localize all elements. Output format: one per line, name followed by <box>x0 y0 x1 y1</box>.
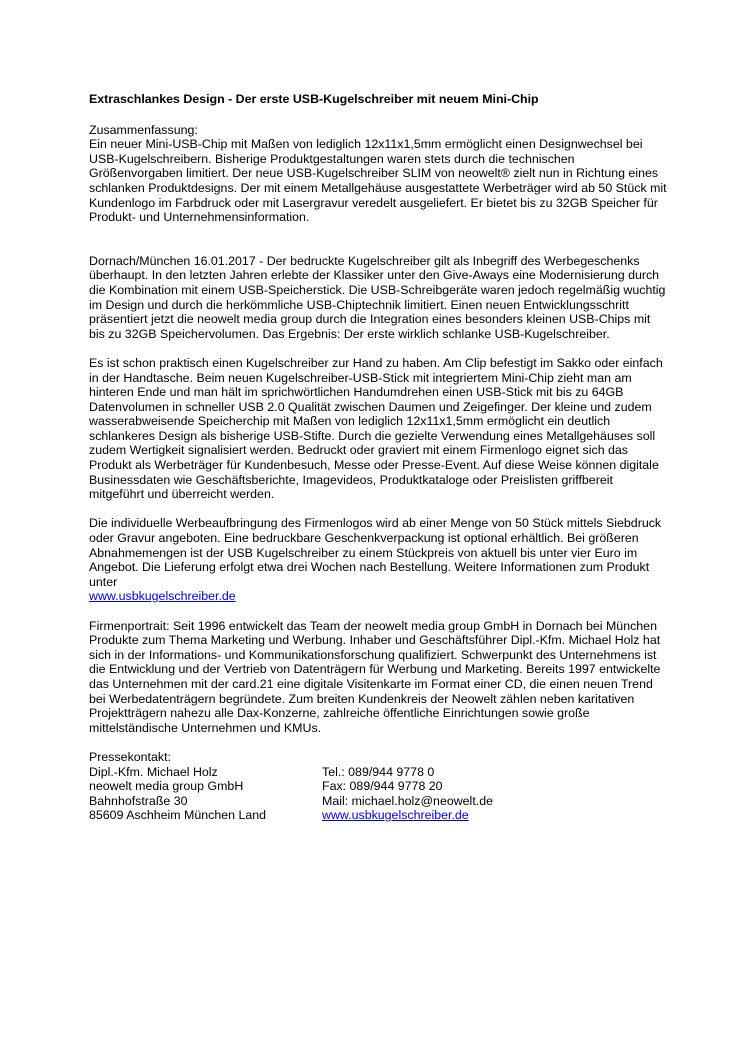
press-contact-grid <box>89 765 669 823</box>
product-website-link[interactable]: www.usbkugelschreiber.de <box>89 589 236 604</box>
contact-company: neowelt media group GmbH <box>89 779 244 794</box>
paragraph-product: Es ist schon praktisch einen Kugelschreiber zur Hand zu haben. Am Clip befestigt im Sakko oder einfach in der Handtasche. Beim neuen Kugelschreiber-USB-Stick mit integriertem Mini-Chip zieht man am hinteren Ende und man hält im sprichwörtlichen Handumdrehen einen USB-Stick mit bis zu 64GB Datenvolumen in schneller USB 2.0 Qualität zwischen Daumen und Zeigefinger. Der kleine und zudem wasserabweisende Speicherchip mit Maßen von lediglich 12x11x1,5mm ermöglicht ein deutlich schlankeres Design als bisherige USB-Stifte. Durch die gezielte Verwendung eines Metallgehäuses soll zudem Wertigkeit signalisiert werden. Bedruckt oder graviert mit einem Firmenlogo eignet sich das Produkt als Werbeträger für Kundenbesuch, Messe oder Presse-Event. Auf diese Weise können digitale Businessdaten wie Geschäftsberichte, Imagevideos, Produktkataloge oder Preislisten griffbereit mitgeführt und überreicht werden. <box>89 355 663 502</box>
paragraph-pricing <box>89 516 669 604</box>
paragraph-company-portrait: Firmenportrait: Seit 1996 entwickelt das Team der neowelt media group GmbH in Dornach bei München Produkte zum Thema Marketing und Werbung. Inhaber und Geschäftsführer Dipl.-Kfm. Michael Holz hat sich in der Informations- und Kommunikationsforschung qualifiziert. Schwerpunkt des Unternehmens ist die Entwicklung und der Vertrieb von Datenträgern für Werbung und Marketing. Bereits 1997 entwickelte das Unternehmen mit der card.21 eine digitale Visitenkarte im Format einer CD, die einen neuen Trend bei Werbedatenträgern begründete. Zum breiten Kundenkreis der Neowelt zählen neben karitativen Projektträgern nahezu alle Dax-Konzerne, zahlreiche öffentliche Einrichtungen sowie große mittelständische Unternehmen und KMUs. <box>89 618 661 735</box>
summary-label: Zusammenfassung: <box>89 122 198 137</box>
contact-street: Bahnhofstraße 30 <box>89 793 188 808</box>
contact-name: Dipl.-Kfm. Michael Holz <box>89 764 218 779</box>
contact-phone: Tel.: 089/944 9778 0 <box>322 764 435 779</box>
contact-website-link[interactable]: www.usbkugelschreiber.de <box>322 808 469 823</box>
pricing-text: Die individuelle Werbeaufbringung des Firmenlogos wird ab einer Menge von 50 Stück mittels Siebdruck oder Gravur angeboten. Eine bedruckbare Geschenkverpackung ist optional erhältlich. Bei größeren Abnahmemengen ist der USB Kugelschreiber zu einem Stückpreis von aktuell bis unter vier Euro im Angebot. Die Lieferung erfolgt etwa drei Wochen nach Bestellung. Weitere Informationen zum Produkt unter <box>89 516 662 589</box>
press-release <box>89 92 669 823</box>
paragraph-intro: Dornach/München 16.01.2017 - Der bedruckte Kugelschreiber gilt als Inbegriff des Werbegeschenks überhaupt. In den letzten Jahren erlebte der Klassiker unter den Give-Aways eine Modernisierung durch die Kombination mit einem USB-Speicherstick. Die USB-Schreibgeräte waren jedoch regelmäßig wuchtig im Design und durch die herkömmliche USB-Chiptechnik limitiert. Einen neuen Entwicklungsschritt präsentiert jetzt die neowelt media group durch die Integration eines besonders kleinen USB-Chips mit bis zu 32GB Speichervolumen. Das Ergebnis: Der erste wirklich schlanke USB-Kugelschreiber. <box>89 253 666 341</box>
summary-section <box>89 123 669 225</box>
contact-city: 85609 Aschheim München Land <box>89 808 267 823</box>
headline: Extraschlankes Design - Der erste USB-Kugelschreiber mit neuem Mini-Chip <box>89 92 539 106</box>
press-contact-label: Pressekontakt: <box>89 749 171 764</box>
summary-text: Ein neuer Mini-USB-Chip mit Maßen von lediglich 12x11x1,5mm ermöglicht einen Designwechsel bei USB-Kugelschreibern. Bisherige Produktgestaltungen waren stets durch die technischen Größenvorgaben limitiert. Der neue USB-Kugelschreiber SLIM von neowelt® zielt nun in Richtung eines schlanken Produktdesigns. Der mit einem Metallgehäuse ausgestattete Werbeträger wird ab 50 Stück mit Kundenlogo im Farbdruck oder mit Lasergravur veredelt ausgeliefert. Er bietet bis zu 32GB Speicher für Produkt- und Unternehmensinformation. <box>89 137 667 225</box>
press-contact <box>89 750 669 823</box>
contact-mail: Mail: michael.holz@neowelt.de <box>322 793 493 808</box>
contact-fax: Fax: 089/944 9778 20 <box>322 779 443 794</box>
